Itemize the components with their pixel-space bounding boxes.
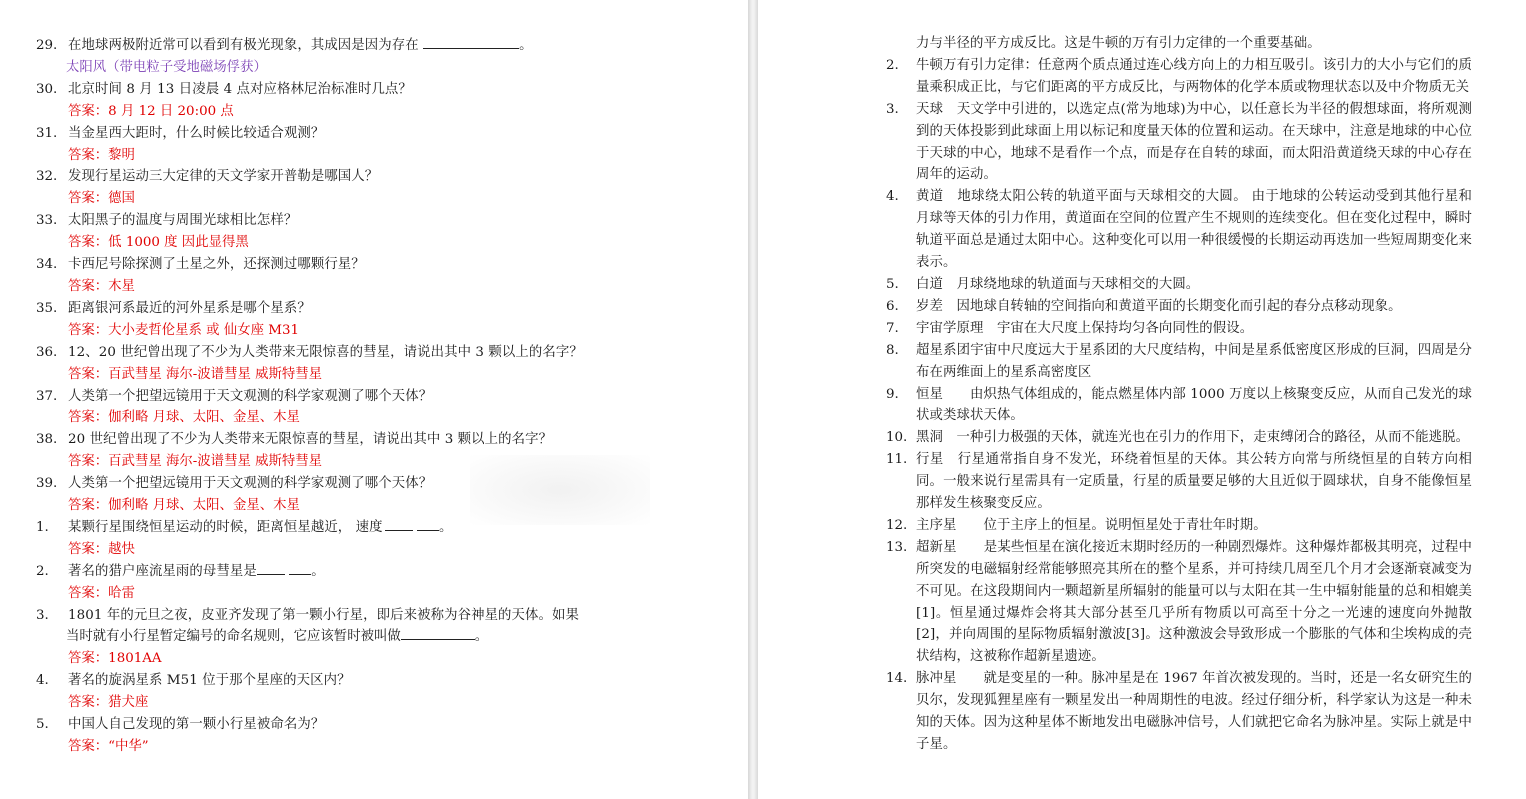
list-item xyxy=(886,274,1472,296)
item-number: 32. xyxy=(36,169,58,185)
item-number: 11. xyxy=(886,452,908,468)
quiz-list xyxy=(36,35,656,758)
definition-text: 黑洞 一种引力极强的天体，就连光也在引力的作用下，走束缚闭合的路径，从而不能逃脱。 xyxy=(916,430,1470,446)
page-gutter xyxy=(748,0,758,799)
question-text: 距离银河系最近的河外星系是哪个星系？ xyxy=(68,300,311,316)
definition-text: 天球 天文学中引进的，以选定点(常为地球)为中心，以任意长为半径的假想球面，将所观测到的天体投影到此球面上用以标记和度量天体的位置和运动。在天球中，注意是地球的中心位于天球的中心，地球不是看作一个点，而是存在自转的球面，而太阳沿黄道绕天球的中心存在周年的运动。 xyxy=(916,101,1472,183)
answer-text: 答案：木星 xyxy=(68,278,135,294)
answer-text: 答案：百武彗星 海尔-波谱彗星 威斯特彗星 xyxy=(68,366,323,382)
item-number: 4. xyxy=(36,673,49,689)
item-number: 2. xyxy=(36,563,49,579)
list-item xyxy=(886,668,1472,756)
list-item xyxy=(886,449,1472,515)
list-item xyxy=(36,473,656,517)
definition-text: 岁差 因地球自转轴的空间指向和黄道平面的长期变化而引起的春分点移动现象。 xyxy=(916,298,1402,314)
list-item xyxy=(36,254,656,298)
list-item xyxy=(36,517,656,561)
item-number: 9. xyxy=(886,386,899,402)
list-item xyxy=(886,384,1472,428)
list-item xyxy=(886,340,1472,384)
item-number: 6. xyxy=(886,298,899,314)
item-number: 39. xyxy=(36,476,58,492)
list-item xyxy=(36,166,656,210)
item-number: 29. xyxy=(36,38,58,53)
item-number: 34. xyxy=(36,257,58,273)
question-text: 在地球两极附近常可以看到有极光现象，其成因是因为存在 。 xyxy=(68,38,533,53)
list-item xyxy=(886,427,1472,449)
answer-blank xyxy=(289,574,311,575)
list-item xyxy=(36,35,656,79)
question-text-continued: 当时就有小行星暂定编号的命名规则，它应该暂时被叫做 。 xyxy=(66,629,489,645)
right-page xyxy=(758,0,1526,799)
list-item xyxy=(36,714,656,758)
answer-text: 太阳风（带电粒子受地磁场俘获） xyxy=(66,59,267,75)
definition-text: 牛顿万有引力定律：任意两个质点通过连心线方向上的力相互吸引。该引力的大小与它们的质量乘积成正比，与它们距离的平方成反比，与两物体的化学本质或物理状态以及中介物质无关 xyxy=(916,57,1472,95)
answer-text: 答案：百武彗星 海尔-波谱彗星 威斯特彗星 xyxy=(68,454,323,470)
answer-blank xyxy=(423,48,519,49)
item-number: 2. xyxy=(886,57,899,73)
answer-blank xyxy=(401,639,475,640)
definition-text: 恒星 由炽热气体组成的，能点燃星体内部 1000 万度以上核聚变反应，从而自己发光的球状或类球状天体。 xyxy=(916,386,1472,424)
question-text: 人类第一个把望远镜用于天文观测的科学家观测了哪个天体？ xyxy=(68,476,433,492)
list-item xyxy=(886,537,1472,668)
definition-list xyxy=(886,33,1472,756)
answer-text: 答案：黎明 xyxy=(68,147,135,163)
item-number: 7. xyxy=(886,320,899,336)
item-number: 33. xyxy=(36,213,58,229)
list-item xyxy=(36,670,656,714)
answer-blank xyxy=(257,574,285,575)
answer-text: 答案：德国 xyxy=(68,191,135,207)
answer-text: 答案：伽利略 月球、太阳、金星、木星 xyxy=(68,410,300,426)
item-number: 36. xyxy=(36,344,58,360)
item-number: 10. xyxy=(886,430,908,446)
answer-text: 答案：低 1000 度 因此显得黑 xyxy=(68,235,249,251)
definition-text: 主序星 位于主序上的恒星。说明恒星处于青壮年时期。 xyxy=(916,517,1267,533)
list-item xyxy=(36,386,656,430)
definition-text: 超星系团宇宙中尺度远大于星系团的大尺度结构，中间是星系低密度区形成的巨洞，四周是分布在两维面上的星系高密度区 xyxy=(916,342,1472,380)
item-number: 1. xyxy=(36,519,49,535)
item-number: 5. xyxy=(886,276,899,292)
answer-blank xyxy=(385,530,413,531)
item-number: 35. xyxy=(36,300,58,316)
item-number: 30. xyxy=(36,81,58,97)
question-text: 当金星西大距时，什么时候比较适合观测？ xyxy=(68,125,325,141)
item-number: 37. xyxy=(36,388,58,404)
list-item xyxy=(886,515,1472,537)
answer-blank xyxy=(417,530,439,531)
question-text: 20 世纪曾出现了不少为人类带来无限惊喜的彗星，请说出其中 3 颗以上的名字？ xyxy=(68,432,553,448)
answer-text: 答案：伽利略 月球、太阳、金星、木星 xyxy=(68,498,300,514)
list-item xyxy=(886,99,1472,187)
answer-text: 答案：哈雷 xyxy=(68,585,135,601)
answer-text: 答案：猎犬座 xyxy=(68,695,149,711)
list-item xyxy=(36,561,656,605)
item-number: 13. xyxy=(886,539,908,555)
item-number: 3. xyxy=(36,607,49,623)
list-item xyxy=(886,33,1472,55)
item-number: 14. xyxy=(886,671,908,687)
item-number: 8. xyxy=(886,342,899,358)
item-number: 4. xyxy=(886,189,899,205)
item-number: 31. xyxy=(36,125,58,141)
question-text: 12、20 世纪曾出现了不少为人类带来无限惊喜的彗星，请说出其中 3 颗以上的名字？ xyxy=(68,344,583,360)
question-text: 1801 年的元旦之夜，皮亚齐发现了第一颗小行星，即后来被称为谷神星的天体。如果 xyxy=(68,607,580,623)
list-item xyxy=(886,186,1472,274)
list-item xyxy=(886,55,1472,99)
list-item xyxy=(36,605,656,671)
definition-text: 脉冲星 就是变星的一种。脉冲星是在 1967 年首次被发现的。当时，还是一名女研究生的贝尔，发现狐狸星座有一颗星发出一种周期性的电波。经过仔细分析，科学家认为这是一种未知的天体。因为这种星体不断地发出电磁脉冲信号，人们就把它命名为脉冲星。实际上就是中子星。 xyxy=(916,671,1472,752)
list-item xyxy=(36,342,656,386)
question-text: 发现行星运动三大定律的天文学家开普勒是哪国人？ xyxy=(68,169,379,185)
definition-text: 宇宙学原理 宇宙在大尺度上保持均匀各向同性的假设。 xyxy=(916,320,1254,336)
left-page xyxy=(0,0,748,799)
answer-text: 答案：8 月 12 日 20:00 点 xyxy=(68,103,234,119)
list-item xyxy=(36,429,656,473)
item-number: 12. xyxy=(886,517,908,533)
list-item xyxy=(886,318,1472,340)
question-text: 著名的猎户座流星雨的母彗星是 。 xyxy=(68,563,325,579)
answer-text: 答案：大小麦哲伦星系 或 仙女座 M31 xyxy=(68,322,299,338)
answer-text: 答案：越快 xyxy=(68,541,135,557)
question-text: 太阳黑子的温度与周围光球相比怎样？ xyxy=(68,213,298,229)
question-text: 某颗行星围绕恒星运动的时候，距离恒星越近， 速度 。 xyxy=(68,519,453,535)
list-item xyxy=(886,296,1472,318)
continued-text: 力与半径的平方成反比。这是牛顿的万有引力定律的一个重要基础。 xyxy=(916,36,1321,51)
list-item xyxy=(36,298,656,342)
answer-text: 答案：1801AA xyxy=(68,651,162,667)
item-number: 38. xyxy=(36,432,58,448)
item-number: 3. xyxy=(886,101,899,117)
list-item xyxy=(36,210,656,254)
question-text: 卡西尼号除探测了土星之外，还探测过哪颗行星？ xyxy=(68,257,365,273)
question-text: 中国人自己发现的第一颗小行星被命名为？ xyxy=(68,717,325,733)
question-text: 人类第一个把望远镜用于天文观测的科学家观测了哪个天体？ xyxy=(68,388,433,404)
list-item xyxy=(36,123,656,167)
question-text: 北京时间 8 月 13 日凌晨 4 点对应格林尼治标准时几点？ xyxy=(68,81,412,97)
list-item xyxy=(36,79,656,123)
definition-text: 黄道 地球绕太阳公转的轨道平面与天球相交的大圆。 由于地球的公转运动受到其他行星和月球等天体的引力作用，黄道面在空间的位置产生不规则的连续变化。但在变化过程中，瞬时轨道平面总是通过太阳中心。这种变化可以用一种很缓慢的长期运动再迭加一些短周期变化来表示。 xyxy=(916,189,1472,271)
answer-text: 答案：“中华” xyxy=(68,739,149,754)
definition-text: 超新星 是某些恒星在演化接近末期时经历的一种剧烈爆炸。这种爆炸都极其明亮，过程中所突发的电磁辐射经常能够照亮其所在的整个星系，并可持续几周至几个月才会逐渐衰减变为不可见。在这段期间内一颗超新星所辐射的能量可以与太阳在其一生中辐射能量的总和相媲美[1]。恒星通过爆炸会将其大部分甚至几乎所有物质以可高至十分之一光速的速度向外抛散[2]，并向周围的星际物质辐射激波[3]。这种激波会导致形成一个膨胀的气体和尘埃构成的壳状结构，这被称作超新星遗迹。 xyxy=(916,539,1472,665)
question-text: 著名的旋涡星系 M51 位于那个星座的天区内？ xyxy=(68,673,351,689)
definition-text: 白道 月球绕地球的轨道面与天球相交的大圆。 xyxy=(916,276,1200,292)
definition-text: 行星 行星通常指自身不发光，环绕着恒星的天体。其公转方向常与所绕恒星的自转方向相同。一般来说行星需具有一定质量，行星的质量要足够的大且近似于圆球状，自身不能像恒星那样发生核聚变反应。 xyxy=(916,452,1472,512)
item-number: 5. xyxy=(36,717,49,733)
